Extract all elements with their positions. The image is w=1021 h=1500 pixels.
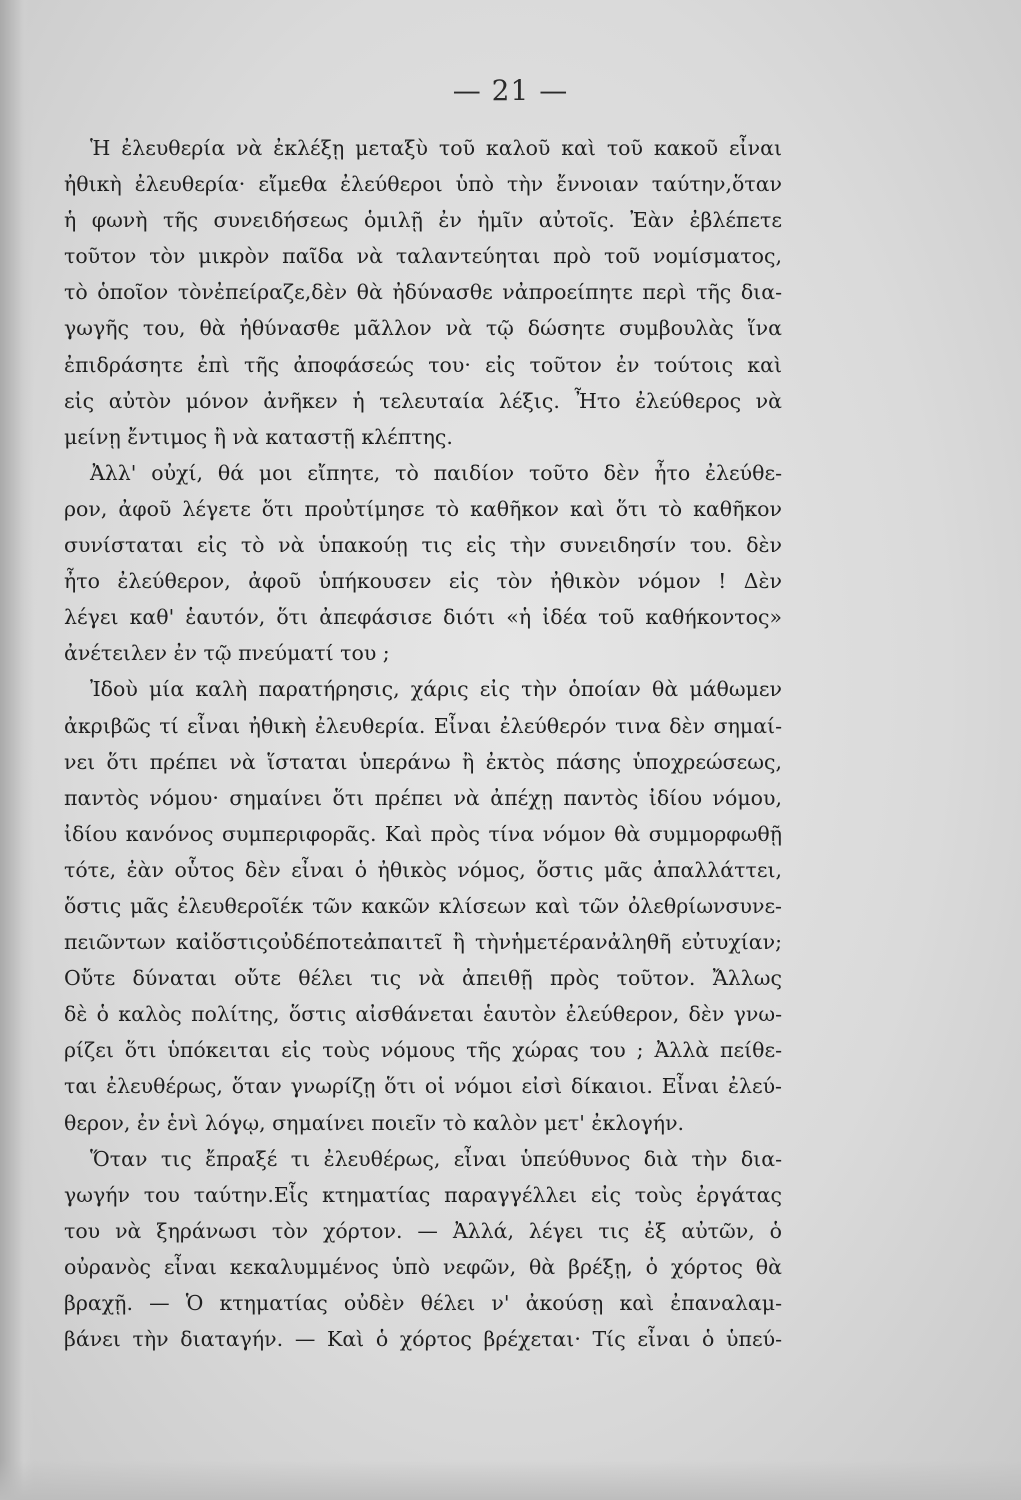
text-line: ἀκριβῶς τί εἶναι ἠθικὴ ἐλευθερία. Εἶναι ἐλεύθερόν τινα δὲν σημαί- [64,713,782,738]
text-line: μείνῃ ἔντιμος ἢ νὰ καταστῇ κλέπτης. [64,424,453,449]
text-line: Ἀλλ' οὐχί, θά μοι εἴπητε, τὸ παιδίον τοῦτο δὲν ἦτο ἐλεύθε- [90,460,782,485]
text-line: γωγῆς του, θὰ ἠθύνασθε μᾶλλον νὰ τῷ δώσητε συμβουλὰς ἵνα [64,316,782,341]
text-line: ἐπιδράσητε ἐπὶ τῆς ἀποφάσεώς του· εἰς τοῦτον ἐν τούτοις καὶ [64,352,782,377]
text-line: δὲ ὁ καλὸς πολίτης, ὅστις αἰσθάνεται ἑαυτὸν ἐλεύθερον, δὲν γνω- [64,1002,782,1027]
text-line: Ὅταν τις ἔπραξέ τι ἐλευθέρως, εἶναι ὑπεύθυνος διὰ τὴν δια- [90,1146,782,1171]
text-line: γωγήν του ταύτην.Εἷς κτηματίας παραγγέλλει εἰς τοὺς ἐργάτας [64,1182,782,1207]
text-line: ἠθικὴ ἐλευθερία· εἴμεθα ἐλεύθεροι ὑπὸ τὴν ἔννοιαν ταύτην,ὅταν [64,172,782,197]
page-binding-shadow [0,0,34,1500]
body-text [64,130,782,1357]
text-line: ρον, ἀφοῦ λέγετε ὅτι προὐτίμησε τὸ καθῆκον καὶ ὅτι τὸ καθῆκον [64,496,782,521]
text-line: λέγει καθ' ἑαυτόν, ὅτι ἀπεφάσισε διότι «ἡ ἰδέα τοῦ καθήκοντος» [64,605,782,630]
text-line: παντὸς νόμου· σημαίνει ὅτι πρέπει νὰ ἀπέχῃ παντὸς ἰδίου νόμου, [64,785,782,810]
text-line: τὸ ὁποῖον τὸνἐπείραζε,δὲν θὰ ἠδύνασθε νἀπροείπητε περὶ τῆς δια- [64,280,782,305]
text-line: ται ἐλευθέρως, ὅταν γνωρίζῃ ὅτι οἱ νόμοι εἰσὶ δίκαιοι. Εἶναι ἐλεύ- [64,1074,782,1099]
text-line: ἰδίου κανόνος συμπεριφορᾶς. Καὶ πρὸς τίνα νόμον θὰ συμμορφωθῇ [64,821,782,846]
text-line: ρίζει ὅτι ὑπόκειται εἰς τοὺς νόμους τῆς χώρας του ; Ἀλλὰ πείθε- [64,1038,782,1063]
text-line: Οὔτε δύναται οὔτε θέλει τις νὰ ἀπειθῇ πρὸς τοῦτον. Ἄλλως [64,966,782,991]
page-bottom-shadow [0,1460,1021,1500]
text-line: νει ὅτι πρέπει νὰ ἵσταται ὑπεράνω ἢ ἐκτὸς πάσης ὑποχρεώσεως, [64,749,782,774]
text-line: τότε, ἐὰν οὗτος δὲν εἶναι ὁ ἠθικὸς νόμος, ὅστις μᾶς ἀπαλλάττει, [64,857,782,882]
text-line: βραχῇ. — Ὁ κτηματίας οὐδὲν θέλει ν' ἀκούσῃ καὶ ἐπαναλαμ- [64,1291,782,1315]
text-line: συνίσταται εἰς τὸ νὰ ὑπακούῃ τις εἰς τὴν συνειδησίν του. δὲν [64,533,782,558]
text-line: βάνει τὴν διαταγήν. — Καὶ ὁ χόρτος βρέχεται· Τίς εἶναι ὁ ὑπεύ- [64,1327,782,1352]
text-line: πειῶντων καἰὅστιςοὐδέποτεἀπαιτεῖ ἢ τὴνἡμετέρανἀληθῆ εὐτυχίαν; [64,930,782,955]
text-line: ἡ φωνὴ τῆς συνειδήσεως ὁμιλῇ ἐν ἡμῖν αὐτοῖς. Ἐὰν ἐβλέπετε [64,208,782,233]
text-line: Ἡ ἐλευθερία νὰ ἐκλέξῃ μεταξὺ τοῦ καλοῦ καὶ τοῦ κακοῦ εἶναι [90,136,782,160]
text-line: θερον, ἐν ἑνὶ λόγῳ, σημαίνει ποιεῖν τὸ καλὸν μετ' ἐκλογήν. [64,1110,685,1135]
text-line: οὐρανὸς εἶναι κεκαλυμμένος ὑπὸ νεφῶν, θὰ βρέξῃ, ὁ χόρτος θὰ [64,1254,782,1279]
text-line: ὅστις μᾶς ἐλευθεροῖέκ τῶν κακῶν κλίσεων καὶ τῶν ὀλεθρίωνσυνε- [64,893,782,918]
text-line: ἀνέτειλεν ἐν τῷ πνεύματί του ; [64,641,390,666]
page-number: — 21 — [452,74,569,107]
text-line: τοῦτον τὸν μικρὸν παῖδα νὰ ταλαντεύηται πρὸ τοῦ νομίσματος, [64,244,782,269]
text-line: εἰς αὐτὸν μόνον ἀνῆκεν ἡ τελευταία λέξις. Ἦτο ἐλεύθερος νὰ [64,388,782,413]
text-line: ἦτο ἐλεύθερον, ἀφοῦ ὑπήκουσεν εἰς τὸν ἠθικὸν νόμον ! Δὲν [64,569,782,594]
text-line: Ἰδοὺ μία καλὴ παρατήρησις, χάρις εἰς τὴν ὁποίαν θὰ μάθωμεν [90,677,782,702]
text-line: του νὰ ξηράνωσι τὸν χόρτον. — Ἀλλά, λέγει τις ἐξ αὐτῶν, ὁ [64,1218,782,1243]
